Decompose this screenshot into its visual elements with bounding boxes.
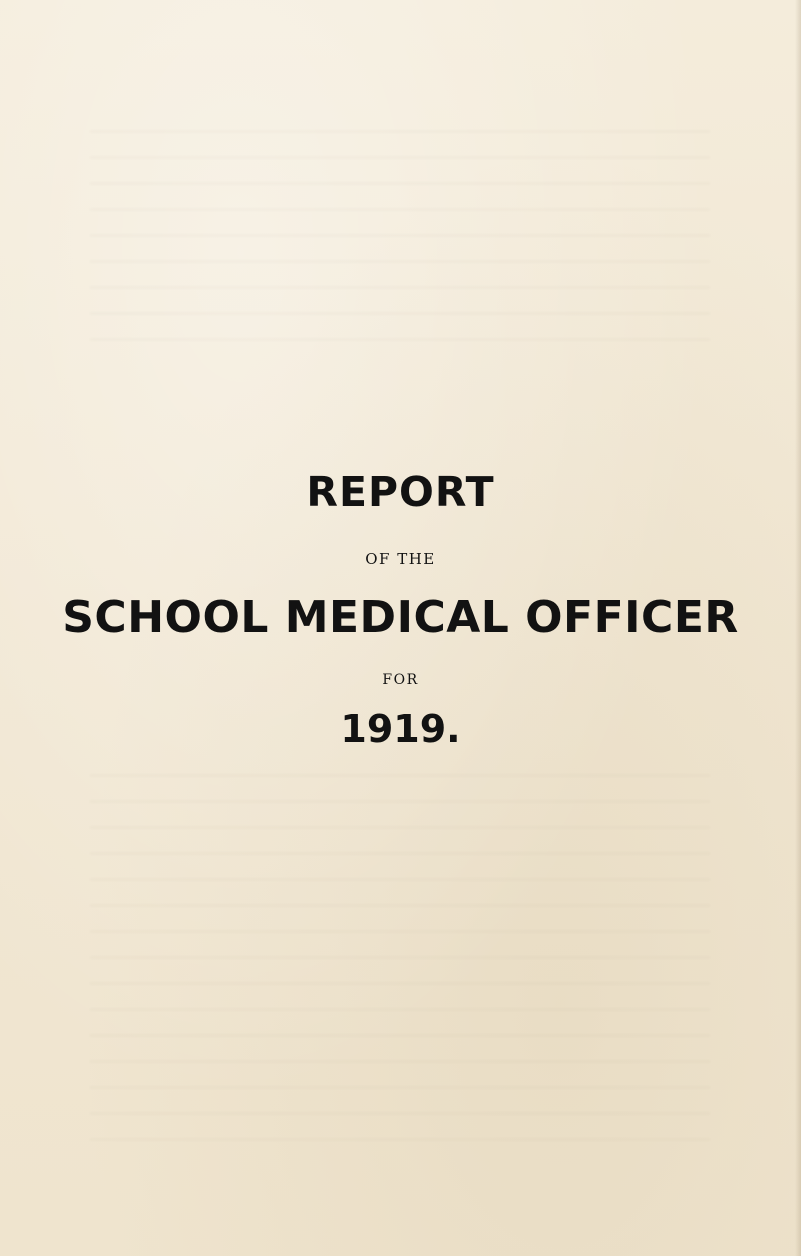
for-text: FOR [382,672,419,688]
report-year: 1919. [340,707,461,751]
office-title: SCHOOL MEDICAL OFFICER [62,592,739,643]
report-heading: REPORT [306,468,495,516]
of-the-text: OF THE [365,550,436,568]
